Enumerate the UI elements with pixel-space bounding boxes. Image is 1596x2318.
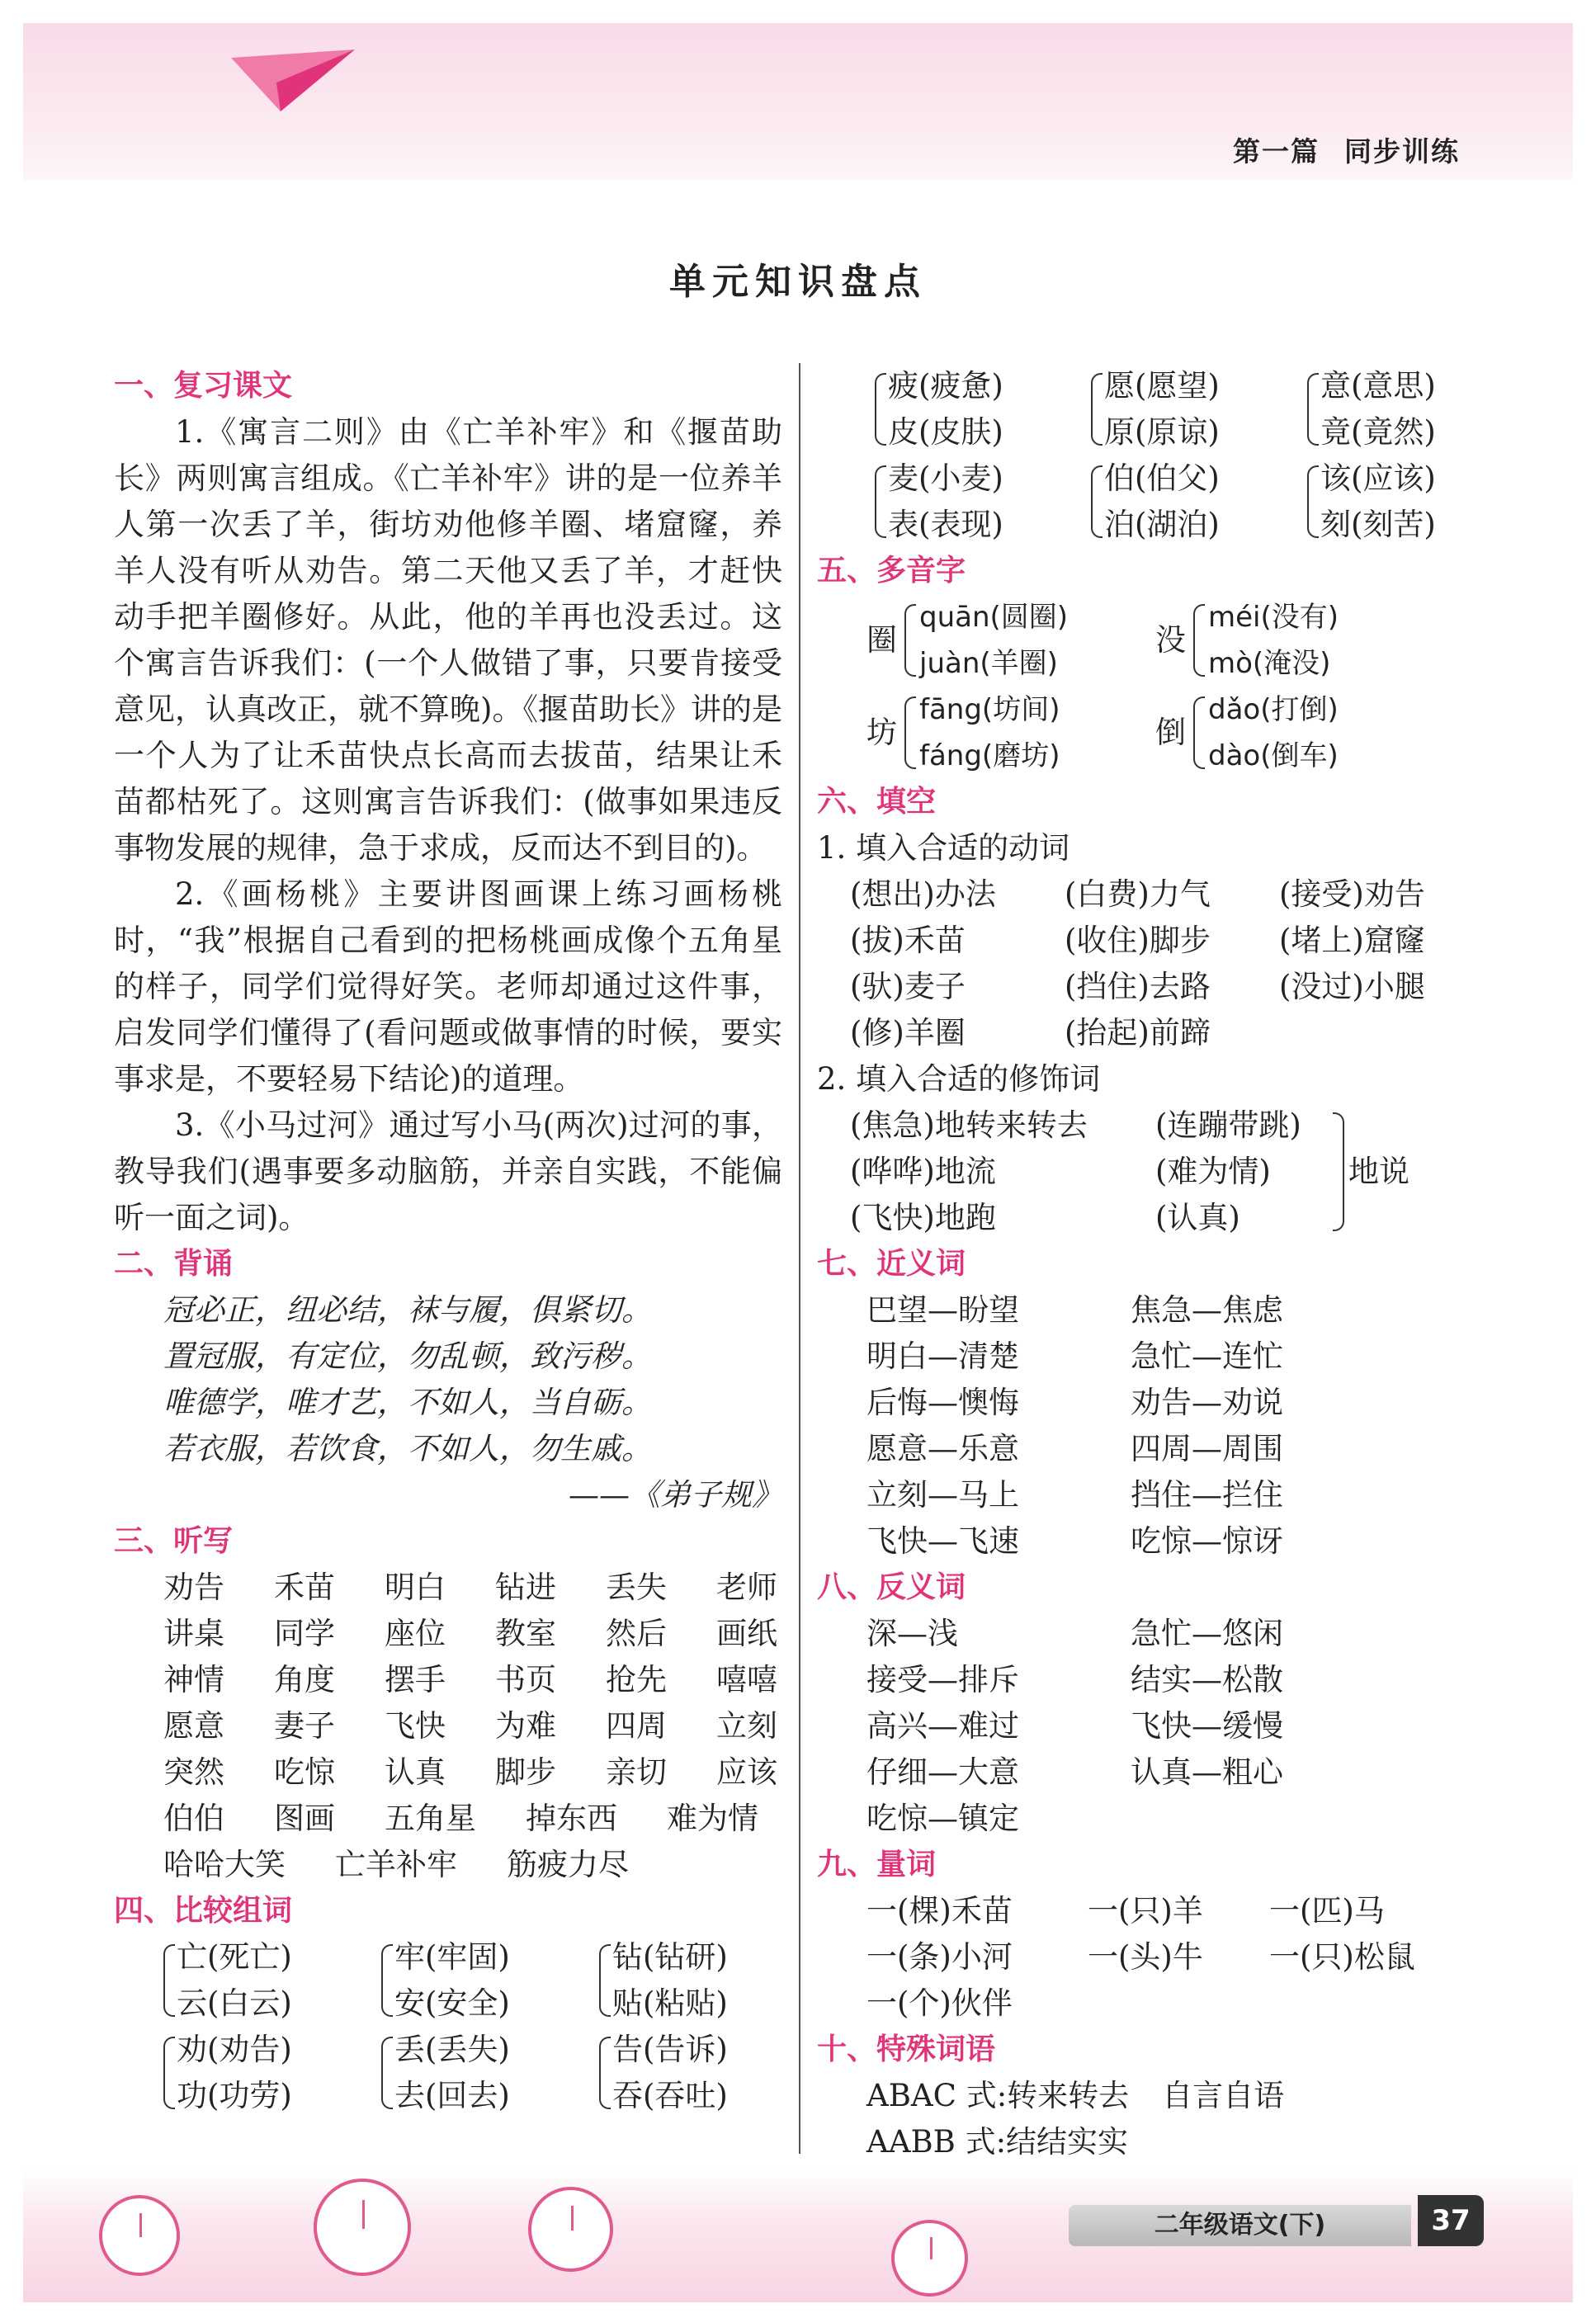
polyphone-char: 圈 — [866, 622, 897, 658]
antonym-pair: 吃惊—镇定 — [866, 1801, 1019, 1836]
poem-source: ——《弟子规》 — [569, 1477, 782, 1513]
dictation-word: 座位 — [385, 1616, 446, 1651]
paper-plane-icon — [231, 50, 355, 116]
right-column — [817, 363, 1477, 2165]
column-divider — [799, 363, 800, 2154]
synonym-pair: 劝告—劝说 — [1131, 1385, 1283, 1420]
pair-word: 贴(粘贴) — [612, 1985, 728, 2021]
antonym-pair: 急忙—悠闲 — [1131, 1616, 1283, 1651]
modifier-phrase: (认真) — [1155, 1200, 1240, 1235]
page-number: 37 — [1418, 2195, 1484, 2246]
verb-phrase: (想出)办法 — [850, 876, 996, 912]
review-paragraph-3: 3.《小马过河》通过写小马(两次)过河的事，教导我们(遇事要多动脑筋，并亲自实践，不能偏听一面之词)。 — [114, 1107, 782, 1235]
pair-word: 安(安全) — [394, 1985, 510, 2021]
dictation-word: 四周 — [606, 1708, 667, 1744]
synonym-grid — [817, 1287, 1477, 1565]
verb-phrase: (抬起)前蹄 — [1065, 1015, 1211, 1050]
synonym-pair: 飞快—飞速 — [866, 1523, 1019, 1559]
pair-word: 劝(劝告) — [177, 2032, 292, 2067]
pair-word: 原(原谅) — [1104, 414, 1220, 450]
dictation-word: 突然 — [163, 1754, 224, 1790]
polyphone-char: 没 — [1155, 622, 1186, 658]
antonym-pair: 接受—排斥 — [866, 1662, 1019, 1697]
clock-icon — [314, 2179, 411, 2276]
pair-word: 皮(皮肤) — [888, 414, 1003, 450]
dictation-word: 认真 — [385, 1754, 446, 1790]
pair-word: 去(回去) — [394, 2078, 510, 2113]
dictation-word: 愿意 — [163, 1708, 224, 1744]
reading: dào(倒车) — [1208, 739, 1339, 772]
section-heading: 七、近义词 — [817, 1247, 966, 1281]
dictation-word: 飞快 — [385, 1708, 446, 1744]
measure-word-grid — [817, 1888, 1477, 2027]
dictation-word: 图画 — [274, 1801, 335, 1836]
verb-phrase: (白费)力气 — [1065, 876, 1211, 912]
polyphone-item — [866, 687, 1155, 779]
special-phrase: AABB 式:结结实实 — [866, 2124, 1129, 2160]
pair-word: 泊(湖泊) — [1104, 507, 1220, 542]
dictation-word: 钻进 — [495, 1570, 556, 1605]
clock-icon — [99, 2195, 180, 2276]
reading: juàn(羊圈) — [919, 647, 1058, 680]
dictation-word: 立刻 — [716, 1708, 777, 1744]
dictation-word: 难为情 — [667, 1801, 758, 1836]
pair-word: 该(应该) — [1320, 460, 1436, 496]
poem-line: 唯德学，唯才艺，不如人，当自砺。 — [163, 1385, 652, 1420]
special-phrase-row — [817, 2119, 1477, 2165]
pair-word: 功(功劳) — [177, 2078, 292, 2113]
fill-subheading: 1. 填入合适的动词 — [817, 830, 1070, 866]
dictation-word: 老师 — [716, 1570, 777, 1605]
pair-word: 丢(丢失) — [394, 2032, 510, 2067]
reading: dǎo(打倒) — [1208, 693, 1339, 726]
special-phrase-row — [817, 2073, 1477, 2119]
compare-pairs-continued — [817, 363, 1477, 548]
measure-phrase: 一(只)羊 — [1088, 1893, 1203, 1929]
dictation-word: 亡羊补牢 — [335, 1847, 457, 1882]
pair-word: 亡(死亡) — [177, 1939, 292, 1975]
antonym-pair: 结实—松散 — [1131, 1662, 1283, 1697]
word-pair — [599, 1934, 817, 2027]
synonym-pair: 巴望—盼望 — [866, 1292, 1019, 1328]
word-pair — [875, 363, 1091, 456]
dictation-word: 同学 — [274, 1616, 335, 1651]
synonym-pair: 立刻—马上 — [866, 1477, 1019, 1513]
section-label: 同步训练 — [1344, 135, 1460, 168]
synonym-pair: 愿意—乐意 — [866, 1431, 1019, 1466]
antonym-pair: 仔细—大意 — [866, 1754, 1019, 1790]
verb-phrase: (驮)麦子 — [850, 969, 966, 1004]
page-title: 单元知识盘点 — [669, 261, 927, 303]
polyphone-char: 倒 — [1155, 715, 1186, 750]
antonym-pair: 深—浅 — [866, 1616, 958, 1651]
section-heading: 一、复习课文 — [114, 369, 293, 403]
synonym-pair: 后悔—懊悔 — [866, 1385, 1019, 1420]
measure-phrase: 一(头)牛 — [1088, 1939, 1203, 1975]
word-pair — [1307, 363, 1523, 456]
verb-phrase: (收住)脚步 — [1065, 923, 1211, 958]
verb-phrase: (堵上)窟窿 — [1279, 923, 1425, 958]
dictation-word: 筋疲力尽 — [507, 1847, 629, 1882]
dictation-word: 明白 — [385, 1570, 446, 1605]
antonym-pair: 认真—粗心 — [1131, 1754, 1283, 1790]
modifier-phrase: (焦急)地转来转去 — [850, 1107, 1088, 1143]
synonym-pair: 明白—清楚 — [866, 1338, 1019, 1374]
pair-word: 竟(竟然) — [1320, 414, 1436, 450]
antonym-grid — [817, 1611, 1477, 1842]
dictation-word: 妻子 — [274, 1708, 335, 1744]
section-heading: 八、反义词 — [817, 1570, 966, 1604]
dictation-word: 伯伯 — [163, 1801, 224, 1836]
pair-word: 疲(疲惫) — [888, 368, 1003, 404]
part-label: 第一篇 — [1233, 135, 1320, 168]
measure-phrase: 一(只)松鼠 — [1269, 1939, 1415, 1975]
pair-word: 钻(钻研) — [612, 1939, 728, 1975]
word-pair — [1091, 363, 1307, 456]
antonym-pair: 飞快—缓慢 — [1131, 1708, 1283, 1744]
word-pair — [1307, 456, 1523, 548]
special-phrase: 自言自语 — [1162, 2078, 1285, 2113]
synonym-pair: 急忙—连忙 — [1131, 1338, 1283, 1374]
recitation-poem — [114, 1287, 782, 1472]
section-heading: 五、多音字 — [817, 554, 966, 588]
word-pair — [599, 2027, 817, 2119]
dictation-word: 五角星 — [385, 1801, 476, 1836]
verb-phrase: (拔)禾苗 — [850, 923, 966, 958]
synonym-pair: 吃惊—惊讶 — [1131, 1523, 1283, 1559]
verb-phrase: (修)羊圈 — [850, 1015, 966, 1050]
dictation-word: 抢先 — [606, 1662, 667, 1697]
right-brace — [1333, 1112, 1344, 1231]
word-pair — [163, 1934, 381, 2027]
pair-word: 愿(愿望) — [1104, 368, 1220, 404]
dictation-word: 然后 — [606, 1616, 667, 1651]
dictation-word: 应该 — [716, 1754, 777, 1790]
pair-word: 表(表现) — [888, 507, 1003, 542]
grade-label: 二年级语文(下) — [1069, 2205, 1411, 2246]
measure-phrase: 一(条)小河 — [866, 1939, 1013, 1975]
pair-word: 云(白云) — [177, 1985, 292, 2021]
dictation-word: 亲切 — [606, 1754, 667, 1790]
polyphone-item — [1155, 594, 1444, 687]
polyphone-grid — [817, 594, 1477, 779]
pair-word: 意(意思) — [1320, 368, 1436, 404]
dictation-row — [114, 1842, 782, 1888]
dictation-word: 为难 — [495, 1708, 556, 1744]
word-pair — [875, 456, 1091, 548]
reading: quān(圆圈) — [919, 601, 1069, 634]
modifier-suffix: 地说 — [1348, 1154, 1409, 1189]
poem-line: 冠必正，纽必结，袜与履，俱紧切。 — [163, 1292, 652, 1328]
reading: mò(淹没) — [1208, 647, 1331, 680]
verb-phrase: (挡住)去路 — [1065, 969, 1211, 1004]
section-heading: 九、量词 — [817, 1848, 937, 1881]
synonym-pair: 四周—周围 — [1131, 1431, 1283, 1466]
dictation-word: 劝告 — [163, 1570, 224, 1605]
section-heading: 二、背诵 — [114, 1247, 234, 1281]
dictation-row — [114, 1796, 782, 1842]
polyphone-char: 坊 — [866, 715, 897, 750]
fill-subheading: 2. 填入合适的修饰词 — [817, 1061, 1101, 1097]
polyphone-item — [866, 594, 1155, 687]
reading: fáng(磨坊) — [919, 739, 1060, 772]
synonym-pair: 焦急—焦虑 — [1131, 1292, 1283, 1328]
dictation-word-grid — [114, 1565, 782, 1796]
dictation-word: 掉东西 — [526, 1801, 617, 1836]
dictation-word: 画纸 — [716, 1616, 777, 1651]
verb-fill-grid — [817, 871, 1477, 1056]
review-paragraph-1: 1.《寓言二则》由《亡羊补牢》和《揠苗助长》两则寓言组成。《亡羊补牢》讲的是一位养羊人第一次丢了羊，街坊劝他修羊圈、堵窟窿，养羊人没有听从劝告。第二天他又丢了羊，才赶快动手把羊圈修好。从此，他的羊再也没丢过。这个寓言告诉我们：(一个人做错了事，只要肯接受意见，认真改正，就不算晚)。《揠苗助长》讲的是一个人为了让禾苗快点长高而去拔苗，结果让禾苗都枯死了。这则寓言告诉我们：(做事如果违反事物发展的规律，急于求成，反而达不到目的)。 — [114, 414, 782, 866]
dictation-word: 嘻嘻 — [716, 1662, 777, 1697]
measure-phrase: 一(匹)马 — [1269, 1893, 1385, 1929]
synonym-pair: 挡住—拦住 — [1131, 1477, 1283, 1513]
modifier-fill — [817, 1102, 1477, 1241]
section-heading: 六、填空 — [817, 785, 937, 819]
reading: méi(没有) — [1208, 601, 1339, 634]
pair-word: 告(告诉) — [612, 2032, 728, 2067]
polyphone-item — [1155, 687, 1444, 779]
measure-phrase: 一(棵)禾苗 — [866, 1893, 1013, 1929]
verb-phrase: (没过)小腿 — [1279, 969, 1425, 1004]
section-heading: 四、比较组词 — [114, 1894, 293, 1928]
pair-word: 麦(小麦) — [888, 460, 1003, 496]
dictation-word: 教室 — [495, 1616, 556, 1651]
dictation-word: 角度 — [274, 1662, 335, 1697]
poem-line: 若衣服，若饮食，不如人，勿生戚。 — [163, 1431, 652, 1466]
dictation-word: 禾苗 — [274, 1570, 335, 1605]
dictation-word: 摆手 — [385, 1662, 446, 1697]
poem-line: 置冠服，有定位，勿乱顿，致污秽。 — [163, 1338, 652, 1374]
dictation-word: 哈哈大笑 — [163, 1847, 286, 1882]
pair-word: 伯(伯父) — [1104, 460, 1220, 496]
measure-phrase: 一(个)伙伴 — [866, 1985, 1013, 2021]
word-pair — [381, 1934, 599, 2027]
word-pair — [163, 2027, 381, 2119]
clock-icon — [528, 2187, 613, 2272]
modifier-phrase: (连蹦带跳) — [1155, 1107, 1301, 1143]
section-heading: 三、听写 — [114, 1524, 234, 1558]
review-paragraph-2: 2.《画杨桃》主要讲图画课上练习画杨桃时，“我”根据自己看到的把杨桃画成像个五角星的样子，同学们觉得好笑。老师却通过这件事，启发同学们懂得了(看问题或做事情的时候，要实事求是，不要轻易下结论)的道理。 — [114, 876, 782, 1097]
word-pair — [381, 2027, 599, 2119]
compare-pairs — [114, 1934, 782, 2119]
dictation-word: 脚步 — [495, 1754, 556, 1790]
dictation-word: 吃惊 — [274, 1754, 335, 1790]
modifier-phrase: (飞快)地跑 — [850, 1200, 996, 1235]
word-pair — [1091, 456, 1307, 548]
pair-word: 刻(刻苦) — [1320, 507, 1436, 542]
reading: fāng(坊间) — [919, 693, 1060, 726]
dictation-word: 书页 — [495, 1662, 556, 1697]
section-heading: 十、特殊词语 — [817, 2032, 996, 2066]
left-column — [114, 363, 782, 2119]
special-phrase: ABAC 式:转来转去 — [866, 2078, 1130, 2113]
pair-word: 吞(吞吐) — [612, 2078, 728, 2113]
antonym-pair: 高兴—难过 — [866, 1708, 1019, 1744]
clock-icon — [891, 2220, 968, 2297]
dictation-word: 讲桌 — [163, 1616, 224, 1651]
modifier-phrase: (难为情) — [1155, 1154, 1271, 1189]
dictation-word: 神情 — [163, 1662, 224, 1697]
modifier-phrase: (哗哗)地流 — [850, 1154, 996, 1189]
pair-word: 牢(牢固) — [394, 1939, 510, 1975]
running-head — [1233, 130, 1460, 169]
verb-phrase: (接受)劝告 — [1279, 876, 1425, 912]
dictation-word: 丢失 — [606, 1570, 667, 1605]
